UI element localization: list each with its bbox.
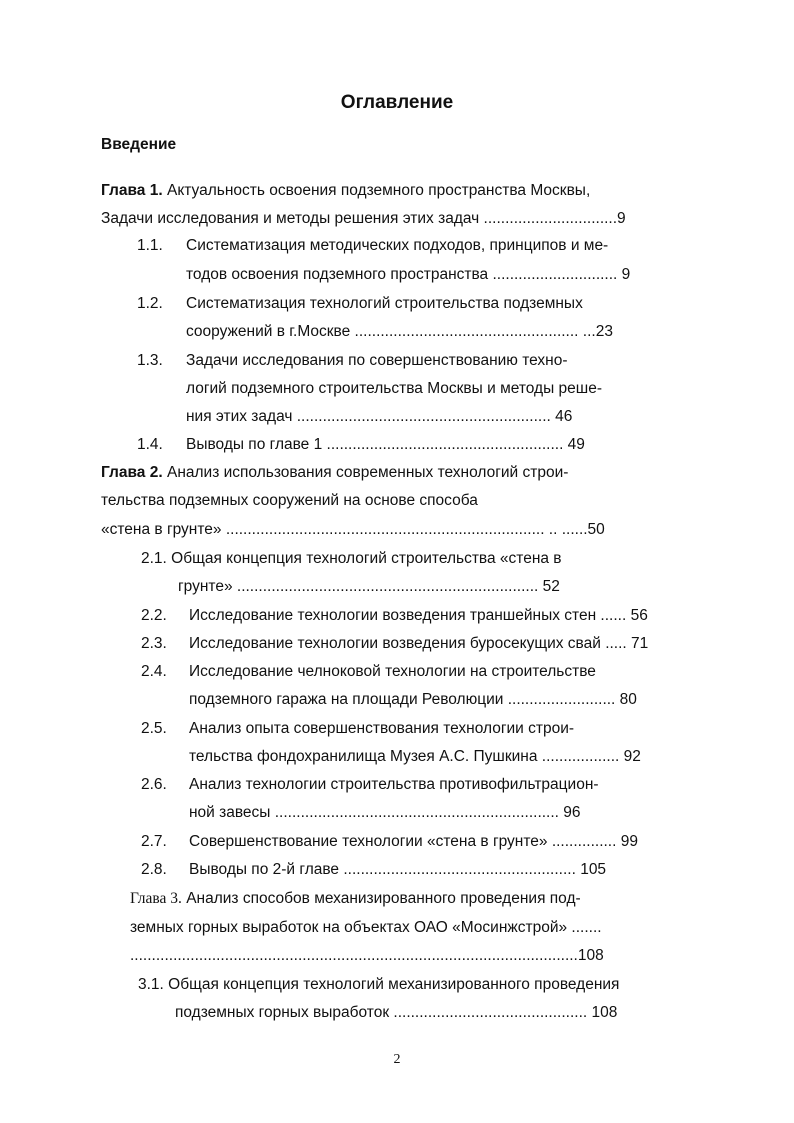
chapter-1-title-line-2: Задачи исследования и методы решения этих задач ...............................9 [101,210,626,227]
section-1-1-line-2: тодов освоения подземного пространства ............................. 9 [186,266,631,283]
chapter-2-title-line-2: тельства подземных сооружений на основе способа [101,492,478,509]
section-1-2-line-2: сооружений в г.Москве .................................................... ...23 [186,323,613,340]
section-1-1-line-1: Систематизация методических подходов, принципов и ме- [186,237,609,254]
section-1-4-number: 1.4. [137,436,163,453]
section-2-2-number: 2.2. [141,607,167,624]
section-1-3-line-1: Задачи исследования по совершенствованию техно- [186,352,568,369]
toc-chapter-1-heading [101,181,590,201]
section-2-3-line-1: Исследование технологии возведения буросекущих свай ..... 71 [189,635,649,652]
chapter-1-label: Глава 1. [101,182,163,199]
chapter-2-label: Глава 2. [101,464,163,481]
section-1-1-number: 1.1. [137,237,163,254]
section-3-1-line-2: подземных горных выработок ............................................. 108 [175,1004,618,1021]
section-2-6-line-1: Анализ технологии строительства противофильтрацион- [189,776,599,793]
section-1-3-line-2: логий подземного строительства Москвы и методы реше- [186,380,602,397]
section-2-7-number: 2.7. [141,833,167,850]
section-2-7-line-1: Совершенствование технологии «стена в грунте» ............... 99 [189,833,638,850]
section-2-5-number: 2.5. [141,720,167,737]
chapter-2-title-line-3: «стена в грунте» .......................................................................... .. ......50 [101,521,605,538]
section-2-1-line-2: грунте» ...................................................................... 52 [178,578,560,595]
page-title: Оглавление [340,92,454,113]
section-2-1-line-1: 2.1. Общая концепция технологий строительства «стена в [141,550,562,567]
section-2-4-line-2: подземного гаража на площади Революции ......................... 80 [189,691,637,708]
section-2-2-line-1: Исследование технологии возведения траншейных стен ...... 56 [189,607,648,624]
section-2-4-line-1: Исследование челноковой технологии на строительстве [189,663,596,680]
section-1-3-number: 1.3. [137,352,163,369]
chapter-2-title-line-1: Анализ использования современных технологий строи- [162,464,569,481]
section-2-5-line-1: Анализ опыта совершенствования технологии строи- [189,720,575,737]
section-3-1-line-1: 3.1. Общая концепция технологий механизированного проведения [138,976,620,993]
section-2-3-number: 2.3. [141,635,167,652]
section-2-5-line-2: тельства фондохранилища Музея А.С. Пушкина .................. 92 [189,748,641,765]
toc-chapter-2-heading [101,463,568,483]
page-number: 2 [393,1052,401,1067]
chapter-3-title-line-2: земных горных выработок на объектах ОАО «Мосинжстрой» ....... [130,919,602,936]
section-1-2-number: 1.2. [137,295,163,312]
section-1-2-line-1: Систематизация технологий строительства подземных [186,295,583,312]
section-2-6-line-2: ной завесы .................................................................. 96 [189,804,581,821]
section-1-3-line-3: ния этих задач ........................................................... 46 [186,408,573,425]
section-2-4-number: 2.4. [141,663,167,680]
toc-chapter-3-heading [130,889,581,909]
chapter-3-title-line-1: Анализ способов механизированного проведения под- [181,890,581,907]
chapter-3-label: Глава 3. [130,890,182,907]
chapter-1-title-line-1: Актуальность освоения подземного пространства Москвы, [162,182,591,199]
section-2-8-number: 2.8. [141,861,167,878]
toc-intro: Введение [101,136,177,153]
section-1-4-line-1: Выводы по главе 1 ....................................................... 49 [186,436,585,453]
chapter-3-title-line-3: ........................................................................................................108 [130,947,604,964]
section-2-8-line-1: Выводы по 2-й главе ...................................................... 105 [189,861,607,878]
section-2-6-number: 2.6. [141,776,167,793]
